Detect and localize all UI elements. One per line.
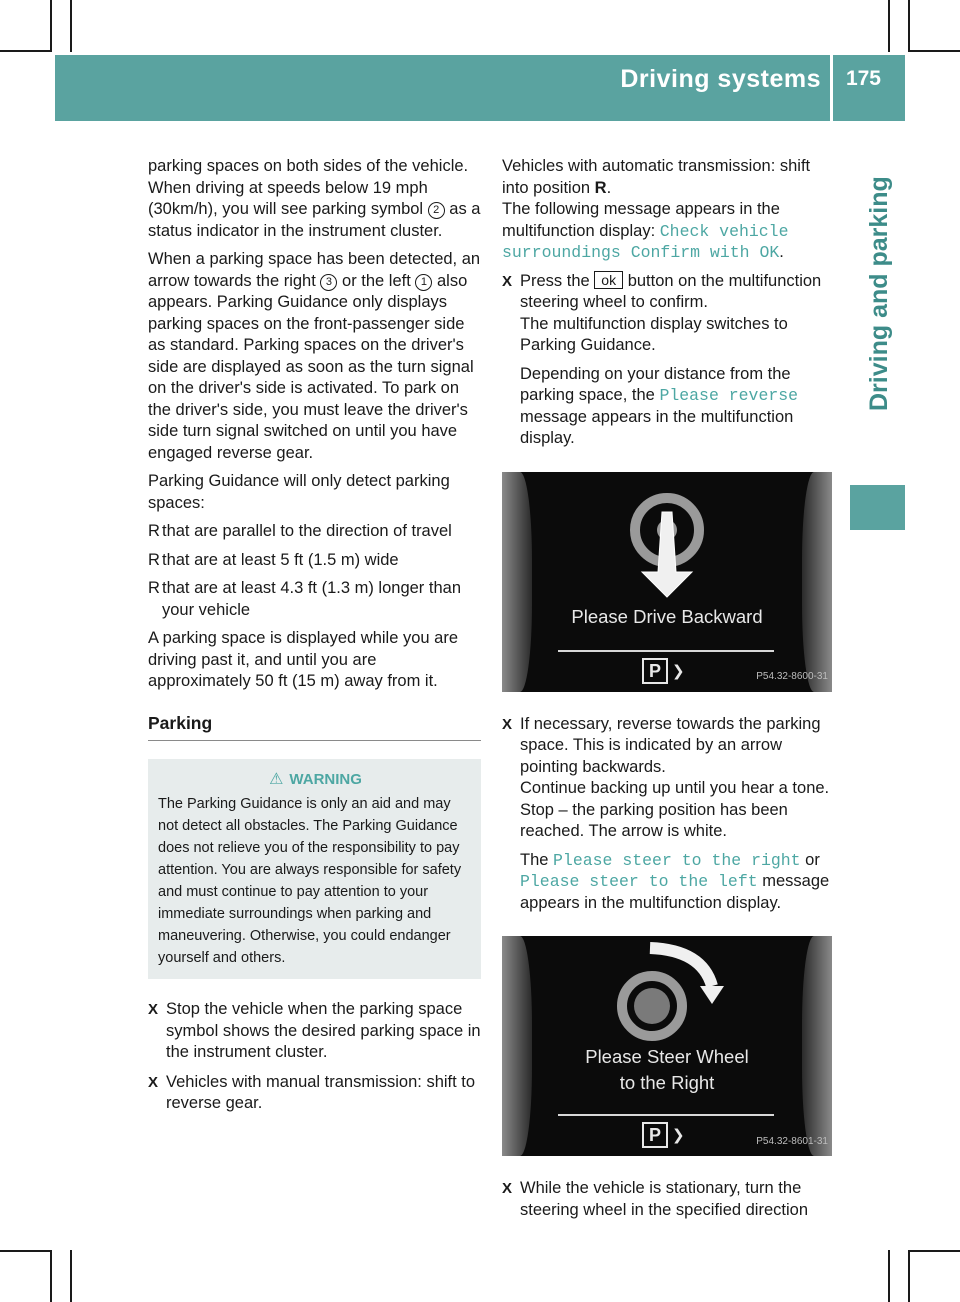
display-message: Please steer to the right	[553, 850, 801, 870]
crop-mark	[70, 0, 72, 52]
crop-mark	[888, 0, 890, 52]
step-marker-icon: X	[502, 272, 513, 290]
instruction-step: X Stop the vehicle when the parking space symbol shows the desired parking space in the instrument cluster.	[148, 1000, 481, 1061]
warning-triangle-icon: ⚠	[269, 771, 284, 788]
crop-mark	[50, 0, 52, 52]
display-screenshot-steer-right	[502, 936, 832, 1156]
crop-mark	[908, 1250, 960, 1252]
warning-box	[148, 759, 481, 979]
display-message: Please reverse	[659, 386, 799, 405]
paragraph: parking spaces on both sides of the vehicle. When driving at speeds below 19 mph (30km/h), you will see parking symbol 2 as a status indicator in the instrument cluster.	[148, 157, 481, 240]
paragraph: Vehicles with automatic transmission: shift into position R. The following message appears in the multifunction display: Check vehicle surroundings Confirm with OK.	[502, 157, 811, 262]
list-item: R that are at least 4.3 ft (1.3 m) longer than your vehicle	[148, 579, 461, 619]
instruction-step: X Press the ok button on the multifunction steering wheel to confirm. The multifunction display switches to Parking Guidance. Depending on your distance from the parking space, the Please reverse message appears in the multifunction display.	[502, 271, 822, 447]
crop-mark	[888, 1250, 890, 1302]
display-divider	[558, 1114, 774, 1116]
right-column	[502, 156, 835, 1229]
circled-number: 2	[428, 202, 445, 219]
display-message: Please steer to the left	[520, 872, 758, 891]
display-screenshot-reverse	[502, 472, 832, 692]
crop-mark	[70, 1250, 72, 1302]
instruction-step: X While the vehicle is stationary, turn the steering wheel in the specified direction	[502, 1179, 809, 1219]
instruction-step: X If necessary, reverse towards the parking space. This is indicated by an arrow pointing backwards. Continue backing up until you hear a tone. Stop – the parking position has been reached. The arrow is white. The Please steer to the right or Please steer to the left message appears in the multifunction display.	[502, 714, 830, 912]
paragraph: When a parking space has been detected, an arrow towards the right 3 or the left 1 also appears. Parking Guidance only displays parking spaces on the front-passenger side as standard. Parking spaces on the driver's side are displayed as soon as the turn signal on the driver's side is activated. To park on the driver's side, you must leave the driver's side turn signal switched on until you have engaged reverse gear.	[148, 250, 481, 462]
crop-mark	[0, 50, 52, 52]
step-marker-icon: X	[502, 715, 513, 733]
crop-mark	[50, 1250, 52, 1302]
display-message-text: Please Drive Backward	[571, 605, 763, 627]
display-message-text: Please Steer Wheel to the Right	[585, 1046, 749, 1093]
arrow-right-icon: ❯	[672, 1127, 685, 1144]
circled-number: 1	[415, 274, 432, 291]
warning-heading: ⚠ WARNING	[269, 771, 362, 788]
warning-text: The Parking Guidance is only an aid and may not detect all obstacles. The Parking Guidance does not relieve you of the responsibility to pay attention. You are always responsible for safety and must continue to pay attention to your immediate surroundings when parking and maneuvering. Otherwise, you could endanger yourself and others.	[158, 796, 462, 966]
bullet-mark: R	[148, 579, 160, 597]
step-marker-icon: X	[148, 1073, 159, 1091]
page-number: 175	[845, 67, 881, 90]
arrow-right-icon: ❯	[672, 662, 685, 680]
section-heading: Parking	[148, 713, 481, 742]
paragraph: Parking Guidance will only detect parking spaces:	[148, 472, 450, 512]
bullet-mark: R	[148, 522, 160, 540]
crop-mark	[908, 1250, 910, 1302]
crop-mark	[908, 50, 960, 52]
parking-symbol-icon: P	[642, 658, 668, 684]
circled-number: 3	[320, 274, 337, 291]
crop-mark	[908, 0, 910, 52]
instruction-step: X Vehicles with manual transmission: shift to reverse gear.	[148, 1072, 476, 1112]
page-header	[55, 55, 905, 121]
header-divider	[830, 55, 833, 121]
step-marker-icon: X	[148, 1001, 159, 1018]
bullet-mark: R	[148, 550, 160, 569]
list-item: R that are at least 5 ft (1.5 m) wide	[148, 550, 481, 572]
side-chapter-tab	[850, 121, 905, 421]
paragraph: A parking space is displayed while you are driving past it, and until you are approximately 50 ft (15 m) away from it.	[148, 629, 459, 690]
display-divider	[558, 650, 774, 652]
ok-key-icon: ok	[594, 271, 623, 289]
image-code: P54.32-8600-31	[756, 671, 828, 682]
list-item: R that are parallel to the direction of travel	[148, 521, 481, 543]
step-marker-icon: X	[502, 1180, 513, 1197]
display-message: Check vehicle surroundings Confirm with OK	[502, 221, 789, 262]
left-column	[148, 156, 481, 1123]
side-chapter-label: Driving and parking	[864, 176, 893, 411]
chapter-title: Driving systems	[620, 65, 821, 93]
parking-symbol-icon: P	[642, 1122, 668, 1148]
image-code: P54.32-8601-31	[756, 1135, 828, 1147]
crop-mark	[0, 1250, 52, 1252]
side-marker-block	[850, 485, 905, 530]
